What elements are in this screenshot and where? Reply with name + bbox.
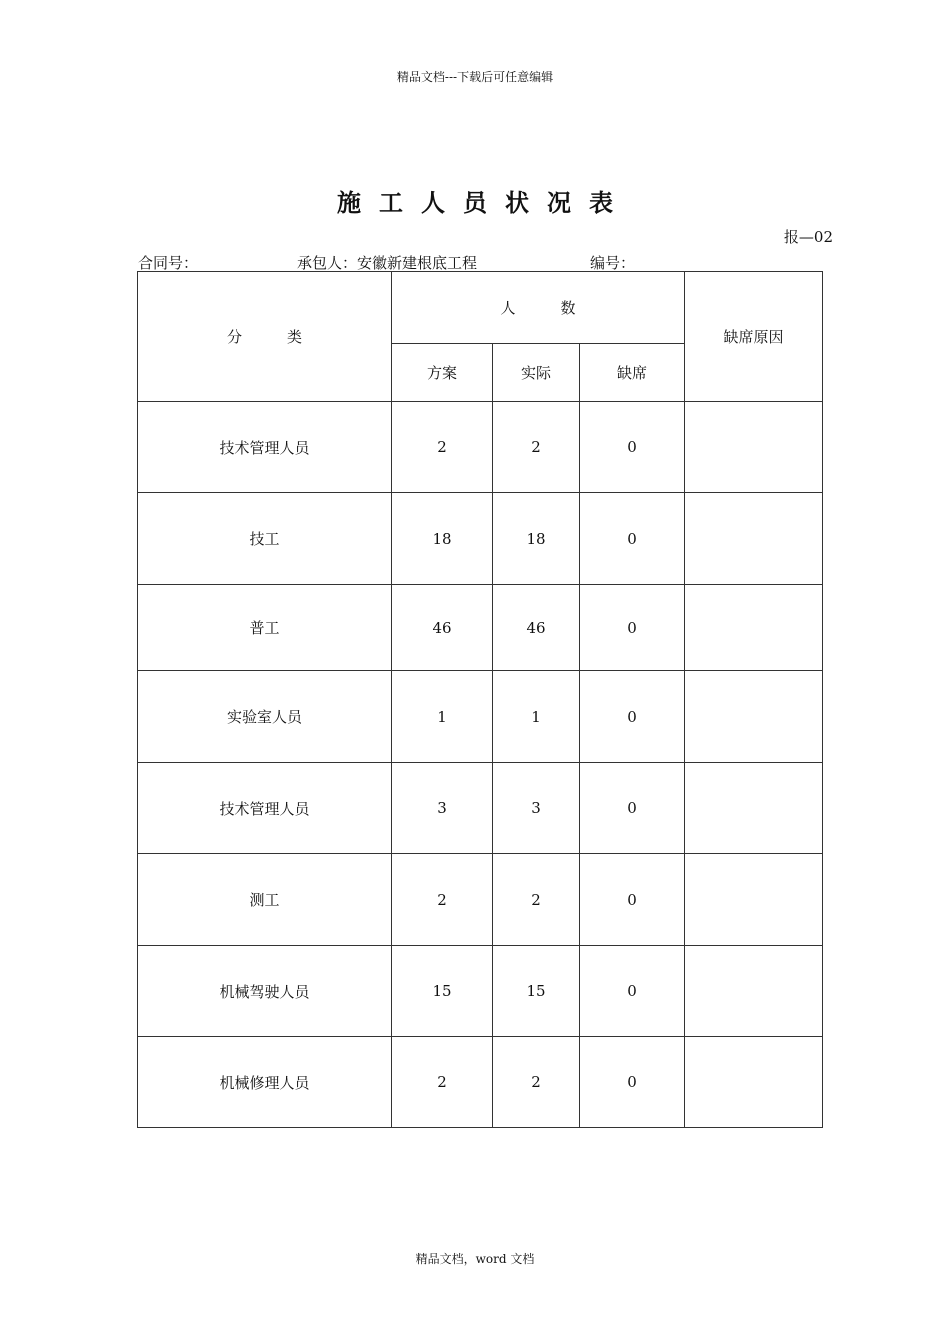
category-header: 分 类 [138,272,392,402]
actual-header: 实际 [493,344,580,402]
report-number: 报—02 [783,228,833,246]
footer-note: 精品文档，word 文档 [415,1252,535,1266]
actual-count-cell: 15 [493,946,580,1037]
absence-reason-cell [685,493,823,585]
table-row [138,763,823,854]
header-note: 精品文档---下载后可任意编辑 [396,70,554,84]
category-cell: 技术管理人员 [138,763,392,854]
category-cell: 技术管理人员 [138,402,392,493]
absent-count-cell: 0 [580,585,685,671]
plan-count-cell: 2 [392,402,493,493]
actual-count-cell: 46 [493,585,580,671]
contractor-label: 承包人：安徽新建根底工程 [297,254,478,272]
category-cell: 测工 [138,854,392,946]
category-cell: 机械驾驶人员 [138,946,392,1037]
table-row [138,671,823,763]
staff-status-table [137,271,823,1128]
table-row [138,946,823,1037]
contract-number-label: 合同号： [138,254,199,272]
absence-reason-cell [685,854,823,946]
actual-count-cell: 2 [493,402,580,493]
category-cell: 普工 [138,585,392,671]
absence-reason-cell [685,763,823,854]
actual-count-cell: 2 [493,854,580,946]
absent-count-cell: 0 [580,493,685,585]
absent-count-cell: 0 [580,854,685,946]
plan-count-cell: 2 [392,1037,493,1128]
absent-header: 缺席 [580,344,685,402]
absence-reason-cell [685,946,823,1037]
absent-count-cell: 0 [580,946,685,1037]
table-row [138,402,823,493]
absence-reason-cell [685,585,823,671]
absence-reason-cell [685,402,823,493]
header-row [138,272,823,344]
plan-count-cell: 15 [392,946,493,1037]
serial-number-label: 编号： [590,254,636,272]
table-row [138,854,823,946]
plan-count-cell: 2 [392,854,493,946]
category-cell: 实验室人员 [138,671,392,763]
page-title: 施工人员状况表 [337,188,631,217]
category-cell: 技工 [138,493,392,585]
absent-count-cell: 0 [580,402,685,493]
absent-count-cell: 0 [580,1037,685,1128]
table-row [138,493,823,585]
absent-count-cell: 0 [580,763,685,854]
actual-count-cell: 1 [493,671,580,763]
absence-reason-cell [685,671,823,763]
plan-count-cell: 18 [392,493,493,585]
plan-count-cell: 3 [392,763,493,854]
actual-count-cell: 3 [493,763,580,854]
absence-reason-header: 缺席原因 [685,272,823,402]
category-cell: 机械修理人员 [138,1037,392,1128]
absent-count-cell: 0 [580,671,685,763]
actual-count-cell: 2 [493,1037,580,1128]
absence-reason-cell [685,1037,823,1128]
actual-count-cell: 18 [493,493,580,585]
plan-count-cell: 46 [392,585,493,671]
plan-header: 方案 [392,344,493,402]
plan-count-cell: 1 [392,671,493,763]
people-count-header: 人 数 [392,272,685,344]
table-row [138,585,823,671]
table-row [138,1037,823,1128]
